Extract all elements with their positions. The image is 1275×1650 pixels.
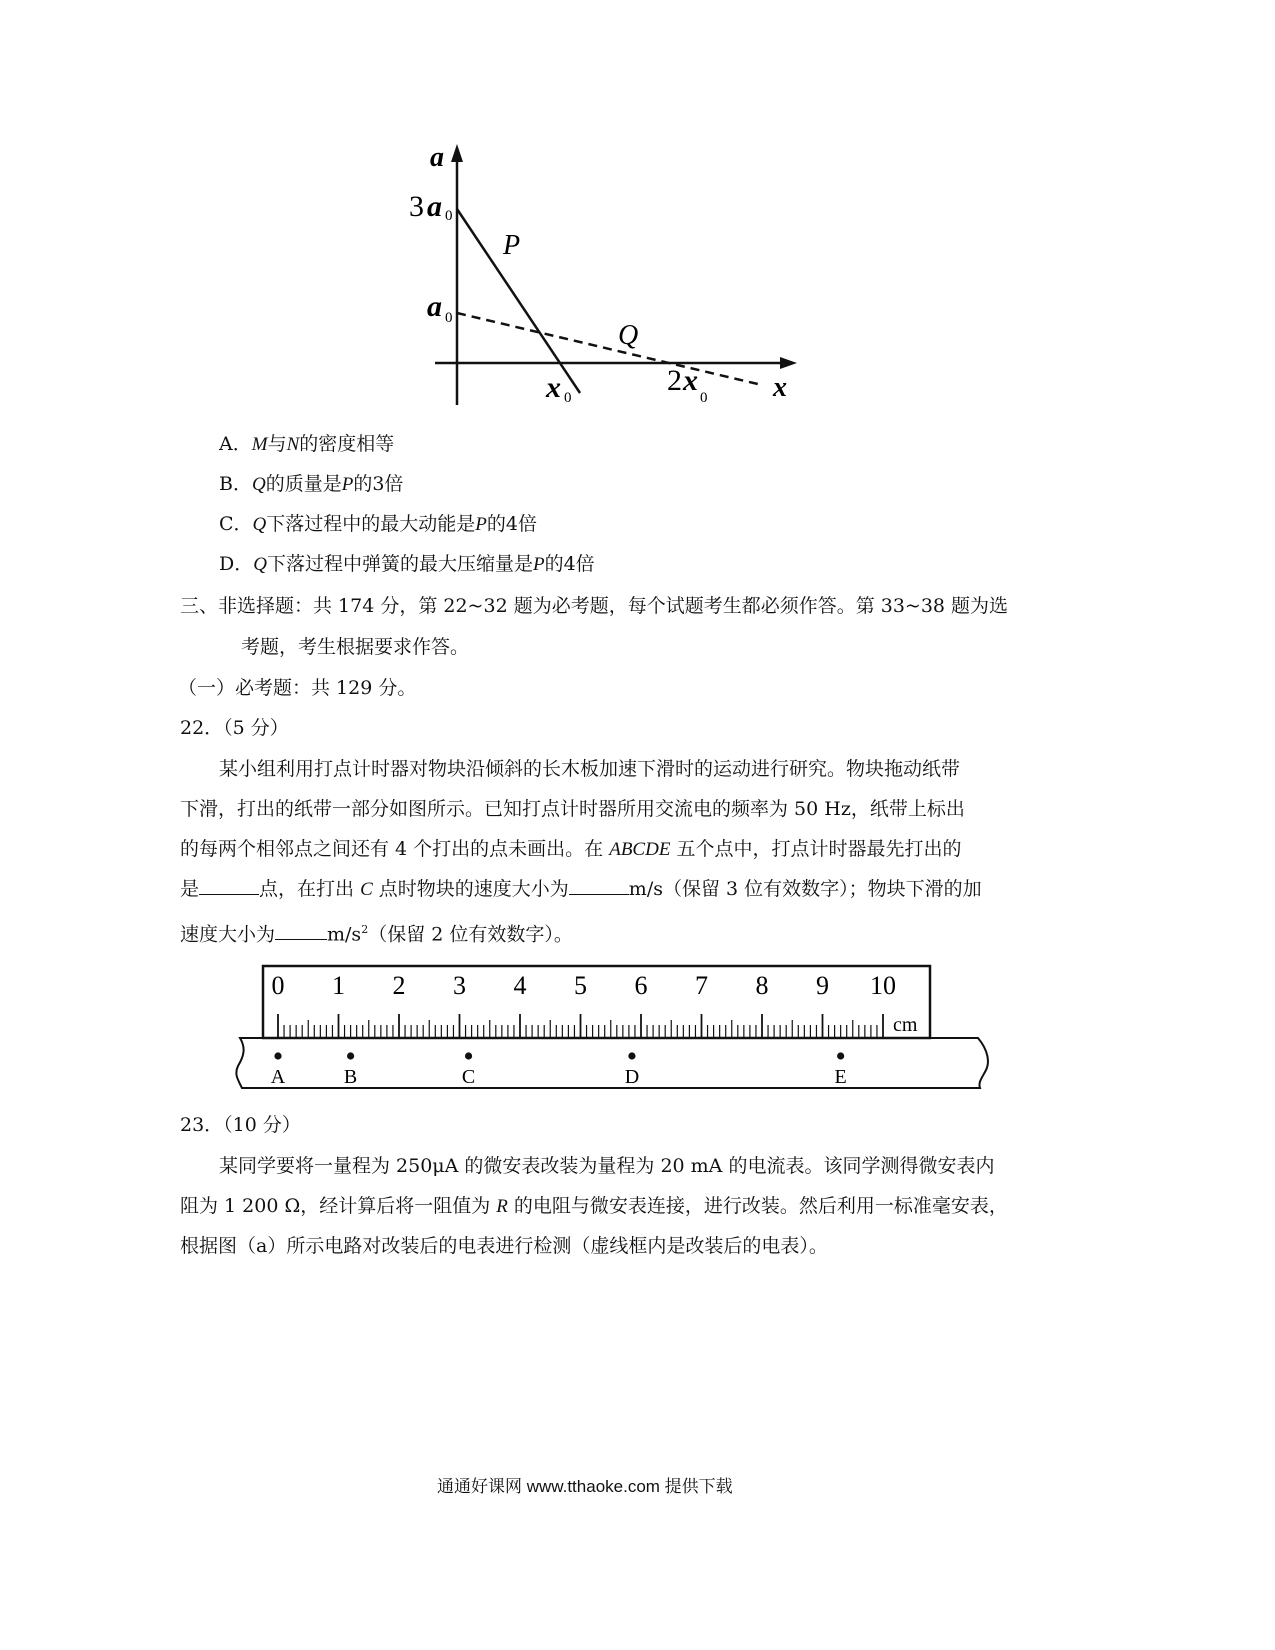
tick-3a0-var: a <box>427 190 442 223</box>
ruler-number: 6 <box>634 971 648 1000</box>
tick-2x0-var: x <box>683 364 698 397</box>
tick-3a0-sub: 0 <box>445 208 453 224</box>
tick-a0-sub: 0 <box>445 310 453 326</box>
option-a-var1: M <box>251 434 268 455</box>
tape-label-d: D <box>624 1066 640 1088</box>
q22-l3-points: ABCDE <box>609 839 671 860</box>
acceleration-displacement-graph <box>400 140 820 420</box>
ruler-number: 8 <box>755 971 769 1000</box>
tick-2x0-coef: 2 <box>667 364 682 397</box>
q22-l3-text-b: 五个点中，打点计时器最先打出的 <box>670 838 962 860</box>
question-23-header: 23．（10 分） <box>180 1114 301 1136</box>
line-p-label: P <box>503 230 521 261</box>
tape-label-b: B <box>343 1066 358 1088</box>
tape-dot-c <box>465 1052 472 1059</box>
option-d-var1: Q <box>253 554 267 575</box>
option-b-text2: 的3倍 <box>353 473 404 495</box>
ruler-unit: cm <box>893 1014 918 1036</box>
page-footer: 通通好课网 www.tthaoke.com 提供下载 <box>437 1477 733 1496</box>
section-3-line-2: 考题，考生根据要求作答。 <box>241 636 470 658</box>
line-q <box>457 313 762 385</box>
option-c <box>219 504 537 545</box>
q23-l2-text-a: 阻为 1 200 Ω，经计算后将一阻值为 <box>180 1195 497 1217</box>
question-22-line-3 <box>180 829 961 870</box>
answer-blank-first-point[interactable] <box>199 872 259 895</box>
question-23-line-2 <box>180 1186 1008 1227</box>
q22-l4-text-b: 点，在打出 <box>259 878 361 900</box>
tape-dot-b <box>347 1052 354 1059</box>
q22-l4-point-c: C <box>360 879 373 900</box>
tape-label-c: C <box>461 1066 476 1088</box>
question-23-line-1: 某同学要将一量程为 250μA 的微安表改装为量程为 20 mA 的电流表。该同学测得微安表内 <box>219 1155 995 1177</box>
option-a-text1: 与 <box>267 433 287 455</box>
q23-l2-var-r: R <box>496 1196 508 1217</box>
required-questions-heading: （一）必考题：共 129 分。 <box>178 677 417 699</box>
tape-label-a: A <box>270 1066 286 1088</box>
q22-l5-text-c: （保留 2 位有效数字）。 <box>368 923 573 946</box>
tape-dot-a <box>274 1052 281 1059</box>
q22-l4-text-c: 点时物块的速度大小为 <box>372 878 569 900</box>
option-d-text2: 的4倍 <box>544 553 595 575</box>
graph-axis-label-x: x <box>773 372 787 403</box>
option-b <box>219 464 403 505</box>
option-a <box>219 424 394 465</box>
question-22-line-5 <box>180 910 573 954</box>
q22-l5-unit: m/s <box>327 923 362 946</box>
q22-l3-text-a: 的每两个相邻点之间还有 4 个打出的点未画出。在 <box>180 838 610 860</box>
option-b-prefix: B． <box>219 473 252 495</box>
tick-3a0-coef: 3 <box>409 190 424 223</box>
tick-a0-var: a <box>427 290 442 323</box>
option-b-var2: P <box>341 474 354 495</box>
q22-l5-text-a: 速度大小为 <box>180 923 276 946</box>
q23-l2-text-b: 的电阻与微安表连接，进行改装。然后利用一标准毫安表， <box>507 1195 1008 1217</box>
ruler-number: 0 <box>271 971 285 1000</box>
ruler-number: 4 <box>513 971 527 1000</box>
graph-x-arrow <box>780 357 797 369</box>
ruler-number: 7 <box>695 971 708 1000</box>
line-q-label: Q <box>618 320 639 351</box>
tick-2x0-sub: 0 <box>700 390 708 406</box>
ruler-number: 5 <box>574 971 587 1000</box>
tape-dot-d <box>628 1052 635 1059</box>
section-3-line-1: 三、非选择题：共 174 分，第 22~32 题为必考题，每个试题考生都必须作答。第 33~38 题为选 <box>180 595 1009 617</box>
option-b-var1: Q <box>251 474 266 495</box>
graph-y-arrow <box>451 144 463 162</box>
option-d <box>219 544 595 585</box>
option-c-prefix: C． <box>219 513 253 535</box>
option-b-text1: 的质量是 <box>265 473 342 495</box>
tick-x0-var: x <box>546 371 561 404</box>
option-d-var2: P <box>532 554 545 575</box>
ruler-tape-figure <box>230 958 1000 1093</box>
ruler-number: 3 <box>453 971 466 1000</box>
option-a-var2: N <box>286 434 300 455</box>
ruler-number: 10 <box>870 971 896 1000</box>
question-22-header: 22．（5 分） <box>180 717 289 739</box>
answer-blank-velocity[interactable] <box>569 872 629 895</box>
question-22-line-1: 某小组利用打点计时器对物块沿倾斜的长木板加速下滑时的运动进行研究。物块拖动纸带 <box>219 758 961 780</box>
option-d-prefix: D． <box>219 553 254 575</box>
option-d-text1: 下落过程中弹簧的最大压缩量是 <box>266 553 533 575</box>
ruler-number: 1 <box>332 971 345 1000</box>
question-22-line-4 <box>180 869 982 910</box>
tape-dot-e <box>837 1052 844 1059</box>
answer-blank-acceleration[interactable] <box>275 917 327 940</box>
option-a-prefix: A． <box>219 433 252 455</box>
option-c-var2: P <box>475 514 487 535</box>
ruler-number: 2 <box>392 971 406 1000</box>
q22-l5-unit-exponent: 2 <box>361 923 369 936</box>
q22-l4-text-a: 是 <box>180 878 200 900</box>
option-c-var1: Q <box>252 514 267 535</box>
option-c-text2: 的4倍 <box>486 513 537 535</box>
graph-axis-label-a: a <box>430 142 444 173</box>
option-a-text2: 的密度相等 <box>299 433 395 455</box>
tape-label-e: E <box>834 1066 847 1088</box>
q22-l4-text-d: m/s（保留 3 位有效数字）；物块下滑的加 <box>628 878 982 900</box>
question-23-line-3: 根据图（a）所示电路对改装后的电表进行检测（虚线框内是改装后的电表）。 <box>180 1235 828 1257</box>
tick-x0-sub: 0 <box>564 390 572 406</box>
ruler-number: 9 <box>816 971 829 1000</box>
question-22-line-2: 下滑，打出的纸带一部分如图所示。已知打点计时器所用交流电的频率为 50 Hz，纸带上标出 <box>180 798 965 820</box>
option-c-text1: 下落过程中的最大动能是 <box>266 513 476 535</box>
